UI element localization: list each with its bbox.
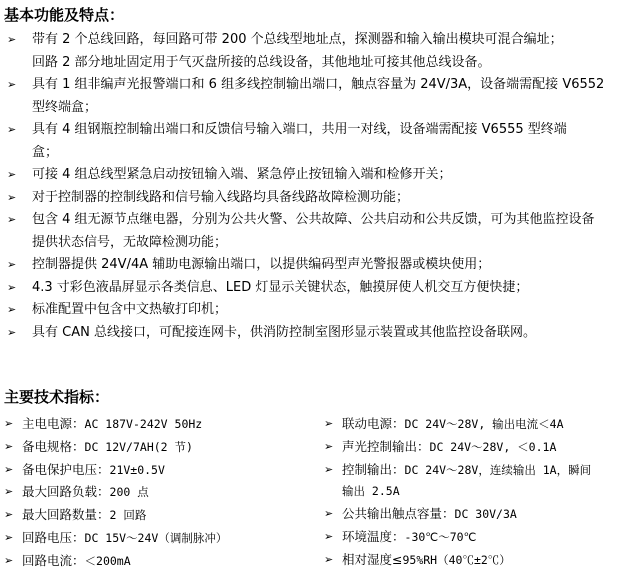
arrow-bullet-icon: ➢: [7, 168, 17, 181]
spec-item: ➢ 回路电压：DC 15V～24V（调制脉冲）: [0, 527, 330, 550]
arrow-bullet-icon: ➢: [4, 417, 14, 430]
arrow-bullet-icon: ➢: [4, 462, 14, 476]
features-heading: 基本功能及特点：: [4, 6, 125, 24]
feature-item: ➢ 具有 CAN 总线接口，可配接连网卡，供消防控制室图形显示装置或其他监控设备联网。: [0, 322, 640, 345]
arrow-bullet-icon: ➢: [7, 78, 17, 91]
spec-item: ➢ 声光控制输出：DC 24V～28V, ＜0.1A: [320, 436, 638, 459]
spec-item: ➢ 回路电流：＜200mA: [0, 550, 330, 573]
arrow-bullet-icon: ➢: [7, 213, 17, 226]
features-list: [0, 29, 640, 344]
arrow-bullet-icon: ➢: [324, 462, 334, 476]
spec-item: ➢ 联动电源：DC 24V～28V, 输出电流＜4A: [320, 413, 638, 436]
feature-item: ➢ 具有 1 组非编声光报警端口和 6 组多线控制输出端口，触点容量为 24V/3A，设备端需配接 V6552 型终端盒；: [0, 74, 640, 119]
arrow-bullet-icon: ➢: [4, 439, 14, 453]
feature-item: ➢ 对于控制器的控制线路和信号输入线路均具备线路故障检测功能；: [0, 187, 640, 210]
arrow-bullet-icon: ➢: [7, 33, 17, 46]
spec-item: ➢ 控制输出：DC 24V～28V，连续输出 1A，瞬间 输出 2.5A: [320, 459, 638, 504]
arrow-bullet-icon: ➢: [324, 529, 334, 543]
arrow-bullet-icon: ➢: [324, 507, 334, 521]
arrow-bullet-icon: ➢: [324, 552, 334, 566]
spec-item: ➢ 备电保护电压：21V±0.5V: [0, 459, 330, 482]
specs-heading: 主要技术指标：: [4, 388, 110, 406]
arrow-bullet-icon: ➢: [324, 439, 334, 453]
arrow-bullet-icon: ➢: [7, 258, 17, 271]
specs-left-column: [0, 413, 330, 573]
arrow-bullet-icon: ➢: [4, 553, 14, 567]
spec-item: ➢ 相对湿度≤95%RH（40℃±2℃）: [320, 549, 638, 572]
feature-item: ➢ 包含 4 组无源节点继电器，分别为公共火警、公共故障、公共启动和公共反馈，可为其他监控设备 提供状态信号，无故障检测功能；: [0, 209, 640, 254]
arrow-bullet-icon: ➢: [4, 508, 14, 522]
spec-item: ➢ 公共输出触点容量：DC 30V/3A: [320, 503, 638, 526]
arrow-bullet-icon: ➢: [7, 325, 17, 339]
arrow-bullet-icon: ➢: [7, 190, 17, 204]
spec-item: ➢ 最大回路负载：200 点: [0, 481, 330, 504]
feature-item: ➢ 具有 4 组钢瓶控制输出端口和反馈信号输入端口，共用一对线，设备端需配接 V6555 型终端 盒；: [0, 119, 640, 164]
spec-item: ➢ 备电规格：DC 12V/7AH(2 节): [0, 436, 330, 459]
arrow-bullet-icon: ➢: [4, 485, 14, 499]
feature-item: ➢ 控制器提供 24V/4A 辅助电源输出端口，以提供编码型声光警报器或模块使用；: [0, 254, 640, 277]
specs-right-column: [320, 413, 638, 572]
feature-item: ➢ 可接 4 组总线型紧急启动按钮输入端、紧急停止按钮输入端和检修开关；: [0, 164, 640, 187]
arrow-bullet-icon: ➢: [4, 530, 14, 544]
spec-item: ➢ 最大回路数量：2 回路: [0, 504, 330, 527]
arrow-bullet-icon: ➢: [7, 303, 17, 316]
arrow-bullet-icon: ➢: [7, 123, 17, 136]
spec-item: ➢ 主电电源：AC 187V-242V 50Hz: [0, 413, 330, 436]
feature-item: ➢ 带有 2 个总线回路，每回路可带 200 个总线型地址点，探测器和输入输出模块可混合编址； 回路 2 部分地址固定用于气灭盘所接的总线设备，其他地址可接其他总线设备。: [0, 29, 640, 74]
spec-item: ➢ 环境温度：-30℃～70℃: [320, 526, 638, 549]
feature-item: ➢ 标准配置中包含中文热敏打印机；: [0, 299, 640, 322]
arrow-bullet-icon: ➢: [324, 417, 334, 430]
arrow-bullet-icon: ➢: [7, 280, 17, 294]
feature-item: ➢ 4.3 寸彩色液晶屏显示各类信息、LED 灯显示关键状态，触摸屏使人机交互方便快捷；: [0, 277, 640, 300]
